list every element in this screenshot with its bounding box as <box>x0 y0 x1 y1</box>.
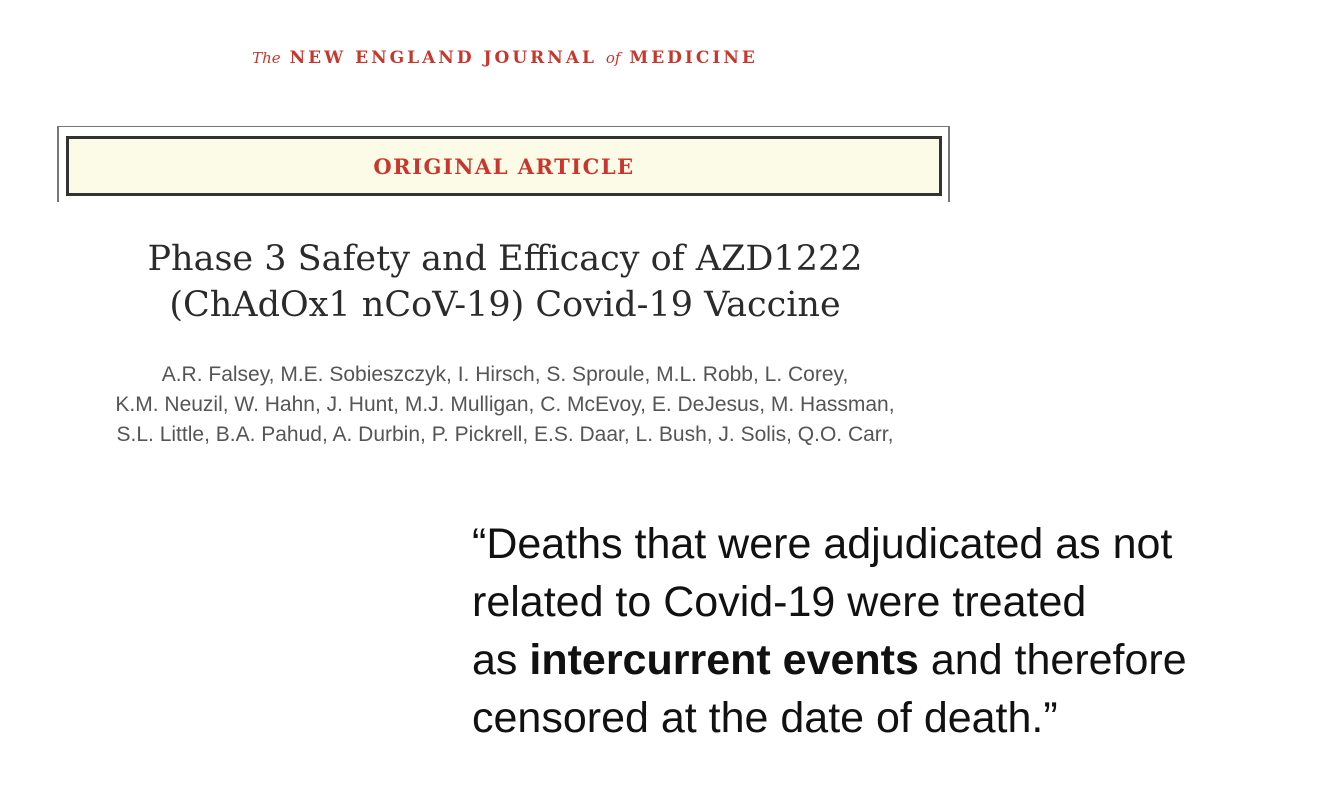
article-type-label: ORIGINAL ARTICLE <box>373 153 635 179</box>
journal-name-part1: NEW ENGLAND JOURNAL <box>289 48 597 68</box>
author-list <box>0 360 1010 446</box>
article-type-banner <box>66 136 942 196</box>
paper-title <box>0 236 1010 328</box>
quote-line-1: “Deaths that were adjudicated as not <box>472 520 1173 568</box>
title-line-2: (ChAdOx1 nCoV-19) Covid-19 Vaccine <box>169 285 841 325</box>
author-line-2: K.M. Neuzil, W. Hahn, J. Hunt, M.J. Mulligan, C. McEvoy, E. DeJesus, M. Hassman, <box>115 393 895 416</box>
journal-name-part2: MEDICINE <box>629 48 758 68</box>
author-line-3: S.L. Little, B.A. Pahud, A. Durbin, P. Pickrell, E.S. Daar, L. Bush, J. Solis, Q.O. Carr, <box>116 423 894 446</box>
author-line-1: A.R. Falsey, M.E. Sobieszczyk, I. Hirsch, S. Sproule, M.L. Robb, L. Corey, <box>161 363 849 386</box>
title-line-1: Phase 3 Safety and Efficacy of AZD1222 <box>147 239 863 279</box>
quote-line-3-suffix: and therefore <box>930 636 1187 684</box>
quote-line-4: censored at the date of death.” <box>472 694 1058 742</box>
highlighted-quote <box>472 515 1312 747</box>
journal-connector: of <box>605 49 621 67</box>
journal-masthead <box>0 48 1010 68</box>
quote-emphasis: intercurrent events <box>529 636 919 684</box>
quote-line-3-prefix: as <box>472 636 518 684</box>
journal-prefix: The <box>252 49 281 67</box>
quote-line-2: related to Covid-19 were treated <box>472 578 1087 626</box>
